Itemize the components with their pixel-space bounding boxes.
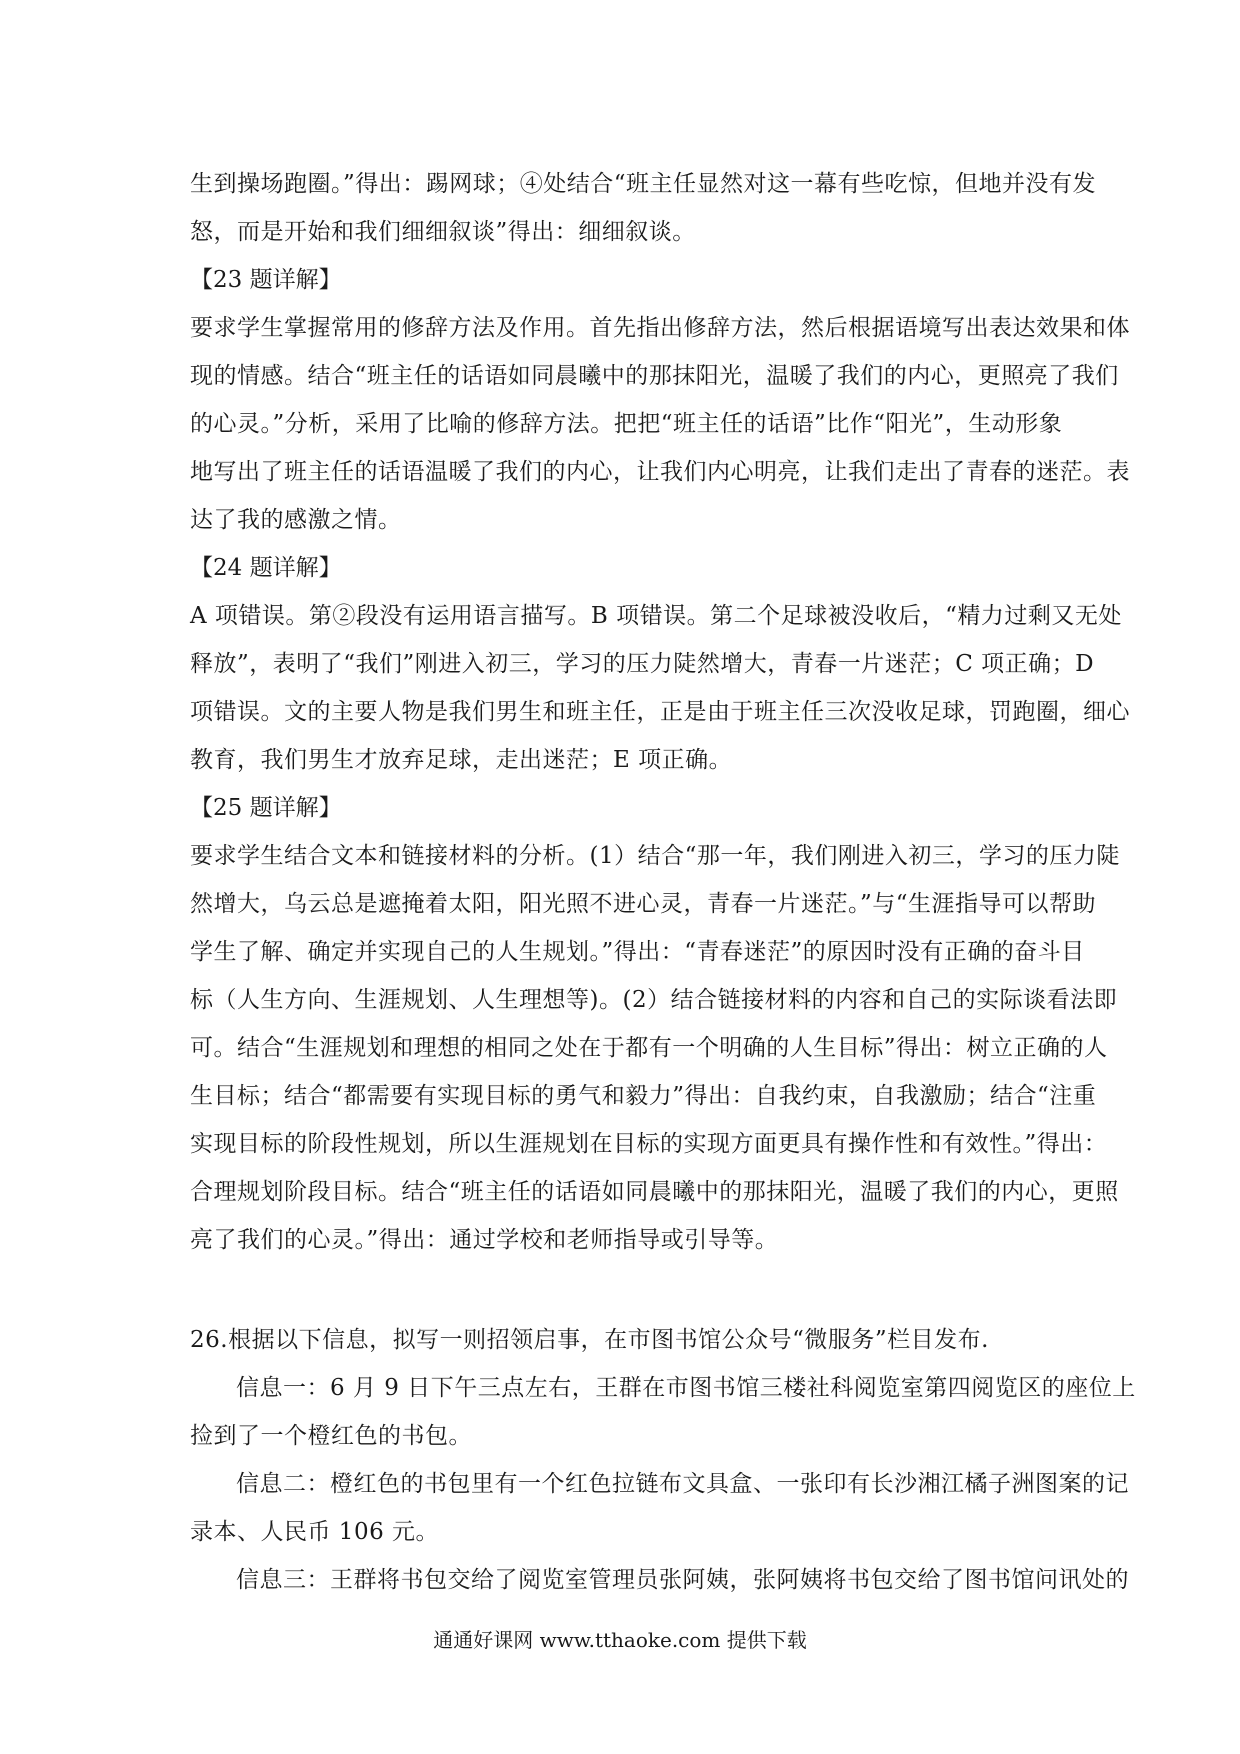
text-line: A 项错误。第②段没有运用语言描写。B 项错误。第二个足球被没收后，“精力过剩又无处 (190, 603, 1122, 629)
question-26 (190, 1316, 1136, 1604)
text-line: 标（人生方向、生涯规划、人生理想等)。(2）结合链接材料的内容和自己的实际谈看法即 (190, 987, 1118, 1013)
text-line: 信息二：橙红色的书包里有一个红色拉链布文具盒、一张印有长沙湘江橘子洲图案的记 (236, 1471, 1129, 1497)
section-25 (190, 784, 1120, 1264)
text-line: 现的情感。结合“班主任的话语如同晨曦中的那抹阳光，温暖了我们的内心，更照亮了我们 (190, 363, 1119, 389)
text-line: 可。结合“生涯规划和理想的相同之处在于都有一个明确的人生目标”得出：树立正确的人 (190, 1035, 1108, 1061)
text-line: 学生了解、确定并实现自己的人生规划。”得出：“青春迷茫”的原因时没有正确的奋斗目 (190, 939, 1085, 965)
section-24 (190, 544, 1130, 784)
text-line: 要求学生掌握常用的修辞方法及作用。首先指出修辞方法，然后根据语境写出表达效果和体 (190, 315, 1130, 341)
text-line: 信息一：6 月 9 日下午三点左右，王群在市图书馆三楼社科阅览室第四阅览区的座位上 (236, 1375, 1136, 1401)
text-line: 项错误。文的主要人物是我们男生和班主任，正是由于班主任三次没收足球，罚跑圈，细心 (190, 699, 1130, 725)
text-line: 捡到了一个橙红色的书包。 (190, 1423, 472, 1449)
text-line: 亮了我们的心灵。”得出：通过学校和老师指导或引导等。 (190, 1227, 779, 1253)
text-line: 教育，我们男生才放弃足球，走出迷茫；E 项正确。 (190, 747, 733, 773)
document-body (190, 160, 1136, 1604)
text-line: 生到操场跑圈。”得出：踢网球；④处结合“班主任显然对这一幕有些吃惊，但地并没有发 (190, 171, 1097, 197)
page-footer: 通通好课网 www.tthaoke.com 提供下载 (433, 1628, 807, 1652)
text-line: 实现目标的阶段性规划，所以生涯规划在目标的实现方面更具有操作性和有效性。”得出： (190, 1131, 1108, 1157)
section-heading: 【24 题详解】 (190, 555, 342, 581)
section-22-tail (190, 160, 1097, 256)
text-line: 达了我的感激之情。 (190, 507, 402, 533)
text-line: 要求学生结合文本和链接材料的分析。(1）结合“那一年，我们刚进入初三，学习的压力陡 (190, 843, 1120, 869)
section-heading: 【25 题详解】 (190, 795, 342, 821)
text-line: 的心灵。”分析，采用了比喻的修辞方法。把把“班主任的话语”比作“阳光”，生动形象 (190, 411, 1063, 437)
text-line: 然增大，乌云总是遮掩着太阳，阳光照不进心灵，青春一片迷茫。”与“生涯指导可以帮助 (190, 891, 1097, 917)
info-1 (190, 1364, 1136, 1460)
info-2 (190, 1460, 1129, 1556)
text-line: 生目标；结合“都需要有实现目标的勇气和毅力”得出：自我约束，自我激励；结合“注重 (190, 1083, 1097, 1109)
info-3 (190, 1556, 1129, 1604)
text-line: 信息三：王群将书包交给了阅览室管理员张阿姨，张阿姨将书包交给了图书馆问讯处的 (236, 1567, 1129, 1593)
section-heading: 【23 题详解】 (190, 267, 342, 293)
text-line: 录本、人民币 106 元。 (190, 1519, 440, 1545)
section-gap (190, 1264, 1060, 1316)
text-line: 释放”，表明了“我们”刚进入初三，学习的压力陡然增大，青春一片迷茫；C 项正确；D (190, 651, 1095, 677)
text-line: 怒，而是开始和我们细细叙谈”得出：细细叙谈。 (190, 219, 696, 245)
text-line: 地写出了班主任的话语温暖了我们的内心，让我们内心明亮，让我们走出了青春的迷茫。表 (190, 459, 1130, 485)
text-line: 合理规划阶段目标。结合“班主任的话语如同晨曦中的那抹阳光，温暖了我们的内心，更照 (190, 1179, 1119, 1205)
section-23 (190, 256, 1130, 544)
question-prompt: 26.根据以下信息，拟写一则招领启事，在市图书馆公众号“微服务”栏目发布. (190, 1327, 989, 1353)
